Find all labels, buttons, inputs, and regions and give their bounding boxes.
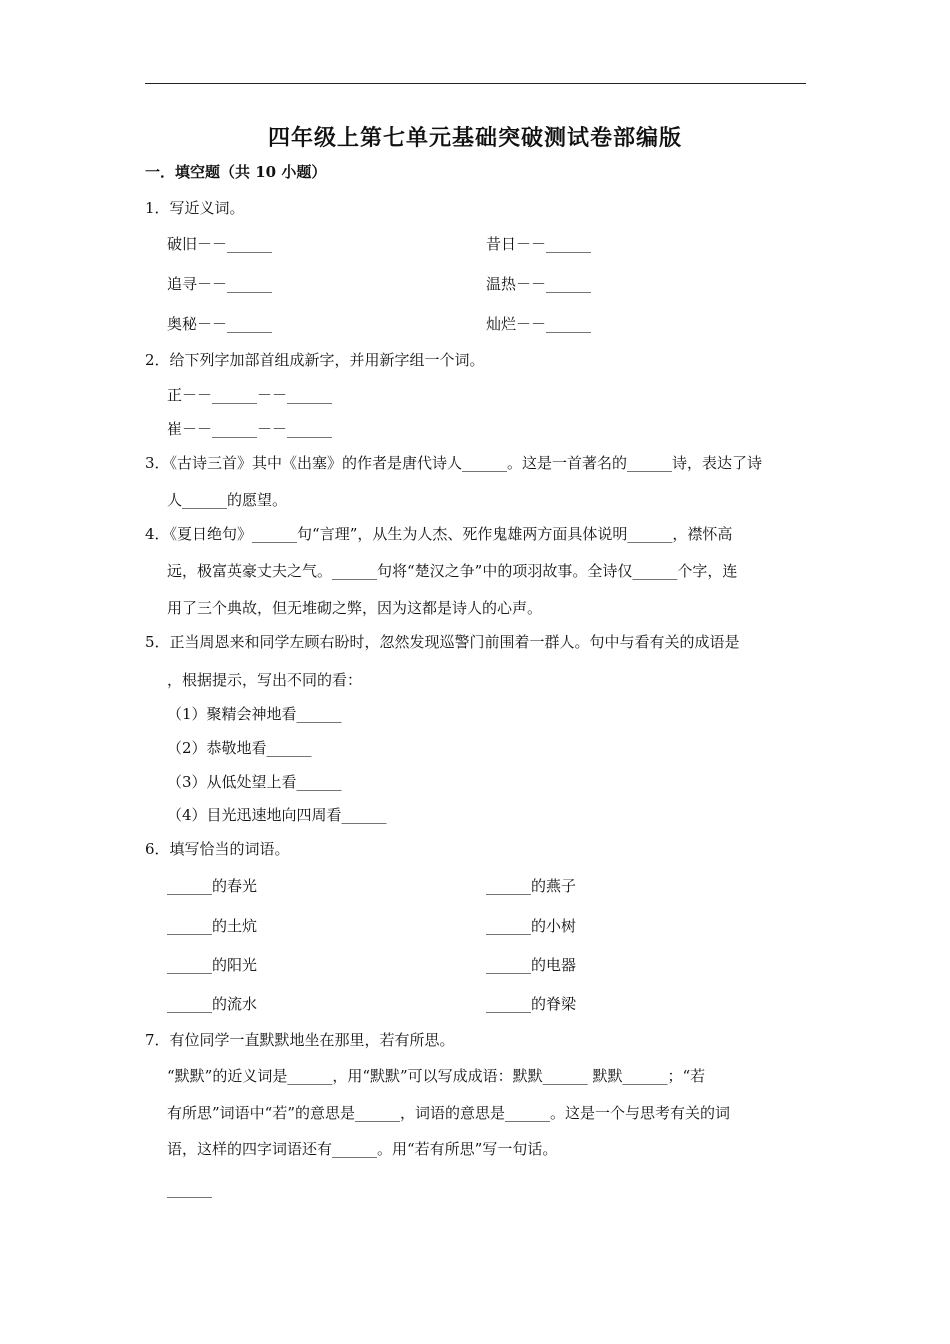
q7-line: 语，这样的四字词语还有______。用“若有所思”写一句话。 bbox=[167, 1140, 558, 1158]
q3-line: 3．《古诗三首》其中《出塞》的作者是唐代诗人______。这是一首著名的______诗，表达了诗 bbox=[145, 454, 763, 472]
q1-item: 奥秘－－______ bbox=[167, 315, 273, 333]
q7-stem: 7．有位同学一直默默地坐在那里，若有所思。 bbox=[145, 1031, 455, 1049]
q1-item: 温热－－______ bbox=[486, 275, 592, 293]
q6-item: ______的土炕 bbox=[167, 917, 258, 935]
q3-line: 人______的愿望。 bbox=[167, 491, 288, 509]
q6-item: ______的小树 bbox=[486, 917, 577, 935]
q5-line: ，根据提示，写出不同的看： bbox=[167, 671, 363, 689]
q6-item: ______的燕子 bbox=[486, 877, 577, 895]
q6-item: ______的阳光 bbox=[167, 956, 258, 974]
q7-line: “默默”的近义词是______，用“默默”可以写成成语：默默______ 默默______；“若 bbox=[167, 1067, 706, 1085]
q4-line: 用了三个典故，但无堆砌之弊，因为这都是诗人的心声。 bbox=[167, 599, 543, 617]
q2-line: 正－－______－－______ bbox=[167, 386, 333, 404]
q6-item: ______的春光 bbox=[167, 877, 258, 895]
section-heading: 一．填空题（共 10 小题） bbox=[145, 163, 327, 181]
q1-item: 破旧－－______ bbox=[167, 235, 273, 253]
q1-item: 灿烂－－______ bbox=[486, 315, 592, 333]
q2-line: 崔－－______－－______ bbox=[167, 420, 333, 438]
header-rule bbox=[145, 83, 806, 84]
q5-sub: （4）目光迅速地向四周看______ bbox=[167, 806, 387, 824]
page-title: 四年级上第七单元基础突破测试卷部编版 bbox=[267, 125, 682, 151]
q1-item: 昔日－－______ bbox=[486, 235, 592, 253]
q4-line: 远，极富英豪丈夫之气。______句将“楚汉之争”中的项羽故事。全诗仅______个字，连 bbox=[167, 562, 738, 580]
q6-stem: 6．填写恰当的词语。 bbox=[145, 840, 290, 858]
q1-stem: 1．写近义词。 bbox=[145, 199, 245, 217]
q7-answer-blank: ______ bbox=[167, 1180, 212, 1198]
q5-sub: （1）聚精会神地看______ bbox=[167, 705, 342, 723]
q5-line: 5．正当周恩来和同学左顾右盼时，忽然发现巡警门前围着一群人。句中与看有关的成语是 bbox=[145, 633, 740, 651]
q5-sub: （3）从低处望上看______ bbox=[167, 773, 342, 791]
q5-sub: （2）恭敬地看______ bbox=[167, 739, 312, 757]
q6-item: ______的电器 bbox=[486, 956, 577, 974]
q6-item: ______的流水 bbox=[167, 995, 258, 1013]
q7-line: 有所思”词语中“若”的意思是______，词语的意思是______。这是一个与思考有关的词 bbox=[167, 1104, 731, 1122]
q1-item: 追寻－－______ bbox=[167, 275, 273, 293]
q4-line: 4．《夏日绝句》______句“言理”，从生为人杰、死作鬼雄两方面具体说明______，襟怀高 bbox=[145, 525, 733, 543]
q6-item: ______的脊梁 bbox=[486, 995, 577, 1013]
q2-stem: 2．给下列字加部首组成新字，并用新字组一个词。 bbox=[145, 351, 485, 369]
